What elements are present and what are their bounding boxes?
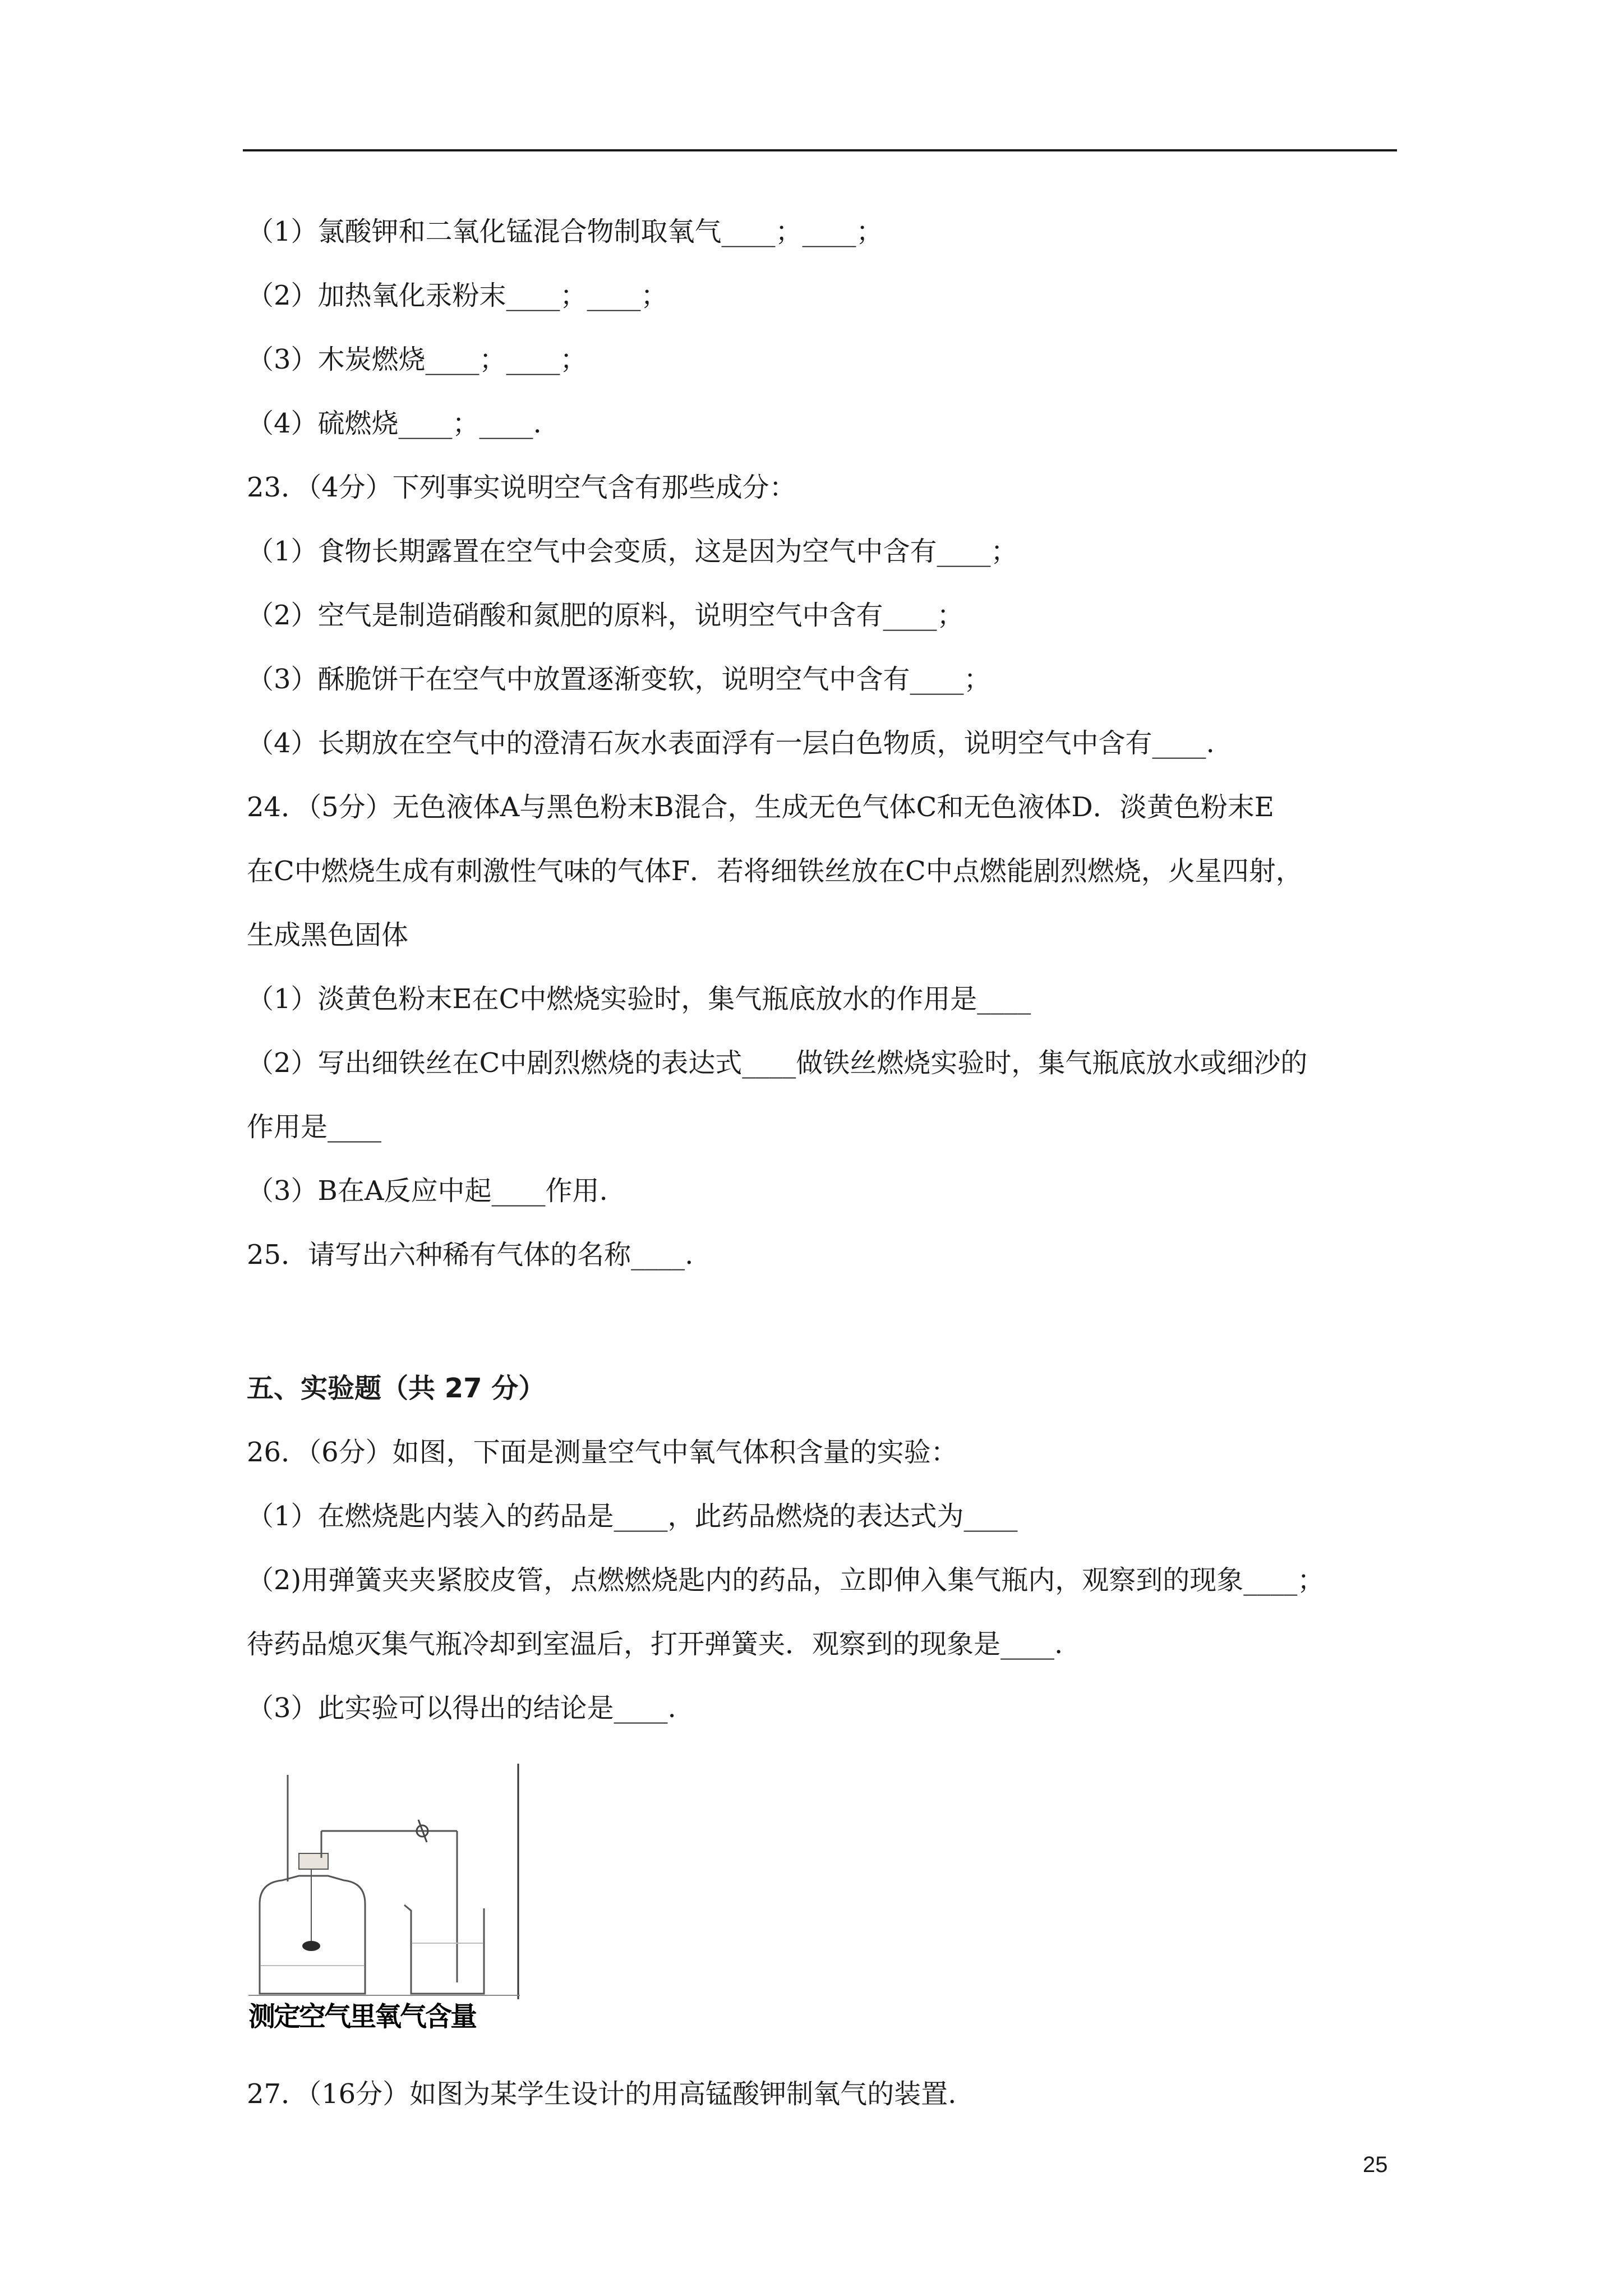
- q24-stem-3: 生成黑色固体: [247, 919, 409, 951]
- apparatus-illustration: [248, 1764, 520, 2034]
- q22-item-4: （4）硫燃烧____；____.: [247, 408, 542, 439]
- q24-stem-2: 在C中燃烧生成有刺激性气味的气体F．若将细铁丝放在C中点燃能剧烈燃烧，火星四射，: [247, 855, 1303, 887]
- figure-caption: 测定空气里氧气含量: [248, 2001, 476, 2032]
- q24-stem-1: 24．（5分）无色液体A与黑色粉末B混合，生成无色气体C和无色液体D．淡黄色粉末E: [247, 792, 1274, 823]
- q23-item-2: （2）空气是制造硝酸和氮肥的原料，说明空气中含有____；: [247, 600, 964, 631]
- q23-item-4: （4）长期放在空气中的澄清石灰水表面浮有一层白色物质，说明空气中含有____.: [247, 728, 1215, 759]
- q22-item-1: （1）氯酸钾和二氧化锰混合物制取氧气____；____；: [247, 216, 883, 247]
- q27-stem: 27．（16分）如图为某学生设计的用高锰酸钾制氧气的装置.: [247, 2078, 957, 2110]
- q23-item-3: （3）酥脆饼干在空气中放置逐渐变软，说明空气中含有____；: [247, 664, 991, 695]
- q24-item-2: （2）写出细铁丝在C中剧烈燃烧的表达式____做铁丝燃烧实验时，集气瓶底放水或细沙的: [247, 1047, 1308, 1079]
- header-rule: [243, 149, 1397, 151]
- q22-item-2: （2）加热氧化汞粉末____；____；: [247, 280, 668, 311]
- q23-item-1: （1）食物长期露置在空气中会变质，这是因为空气中含有____；: [247, 536, 1018, 567]
- q26-item-3: （3）此实验可以得出的结论是____.: [247, 1692, 676, 1724]
- q26-item-1: （1）在燃烧匙内装入的药品是____，此药品燃烧的表达式为____: [247, 1501, 1018, 1532]
- q24-item-1: （1）淡黄色粉末E在C中燃烧实验时，集气瓶底放水的作用是____: [247, 983, 1031, 1015]
- q25: 25．请写出六种稀有气体的名称____.: [247, 1239, 694, 1271]
- q23-stem: 23．（4分）下列事实说明空气含有那些成分：: [247, 472, 796, 503]
- q24-item-2-cont: 作用是____: [247, 1111, 382, 1143]
- q26-item-2-cont: 待药品熄灭集气瓶冷却到室温后，打开弹簧夹．观察到的现象是____.: [247, 1628, 1063, 1660]
- q24-item-3: （3）B在A反应中起____作用.: [247, 1175, 608, 1207]
- section-heading: 五、实验题（共 27 分）: [247, 1373, 546, 1404]
- oxygen-experiment-figure: [248, 1764, 520, 2034]
- q26-item-2: （2)用弹簧夹夹紧胶皮管，点燃燃烧匙内的药品，立即伸入集气瓶内，观察到的现象____；: [247, 1565, 1325, 1596]
- q26-stem: 26．（6分）如图，下面是测量空气中氧气体积含量的实验：: [247, 1437, 958, 1468]
- q22-item-3: （3）木炭燃烧____；____；: [247, 344, 587, 375]
- page-number: 25: [1363, 2152, 1388, 2177]
